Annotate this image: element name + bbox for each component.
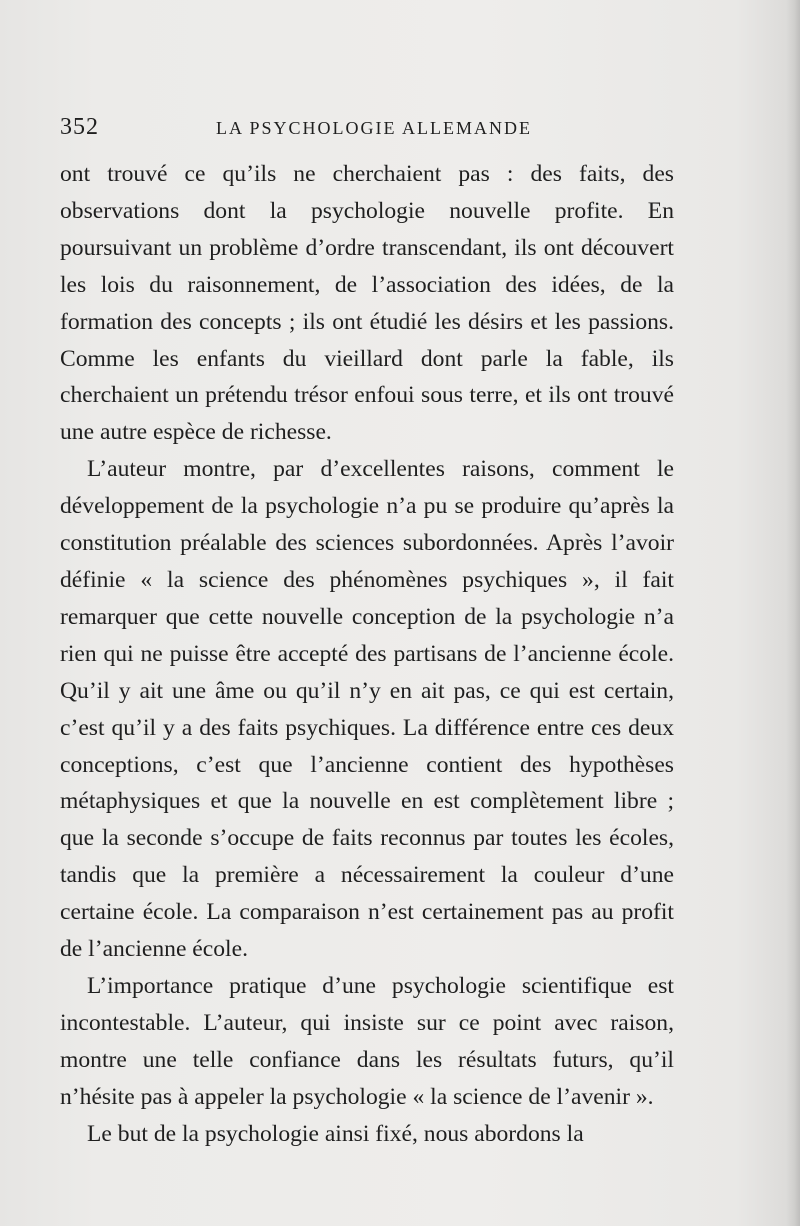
paragraph-continuation: ont trouvé ce qu’ils ne cherchaient pas : des faits, des observations dont la psychologie nouvelle profite. En poursuivant un problème d’ordre transcendant, ils ont découvert les lois du raisonnement, de l’association des idées, de la formation des concepts ; ils ont étudié les désirs et les passions. Comme les enfants du vieillard dont parle la fable, ils cherchaient un prétendu trésor enfoui sous terre, et ils ont trouvé une autre espèce de richesse. xyxy=(60,161,674,446)
paragraph: Le but de la psychologie ainsi fixé, nous abordons la xyxy=(87,1120,584,1147)
page-edge-shadow xyxy=(786,0,800,1226)
running-title: LA PSYCHOLOGIE ALLEMANDE xyxy=(216,118,532,138)
paragraph: L’importance pratique d’une psychologie scientifique est incontestable. L’auteur, qui insiste sur ce point avec raison, montre une telle confiance dans les résultats futurs, qu’il n’hésite pas à appeler la psychologie « la science de l’avenir ». xyxy=(60,972,674,1110)
paragraph: L’auteur montre, par d’excellentes raisons, comment le développement de la psychologie n’a pu se produire qu’après la constitution préalable des sciences subordonnées. Après l’avoir définie « la science des phénomènes psychiques », il fait remarquer que cette nouvelle conception de la psychologie n’a rien qui ne puisse être accepté des partisans de l’ancienne école. Qu’il y ait une âme ou qu’il n’y en ait pas, ce qui est certain, c’est qu’il y a des faits psychiques. La différence entre ces deux conceptions, c’est que l’ancienne contient des hypothèses métaphysiques et que la nouvelle en est complètement libre ; que la seconde s’occupe de faits reconnus par toutes les écoles, tandis que la première a nécessairement la couleur d’une certaine école. La comparaison n’est certainement pas au profit de l’ancienne école. xyxy=(60,456,674,963)
page-number: 352 xyxy=(60,114,99,140)
body-text xyxy=(60,156,674,1152)
page-header xyxy=(60,114,680,144)
